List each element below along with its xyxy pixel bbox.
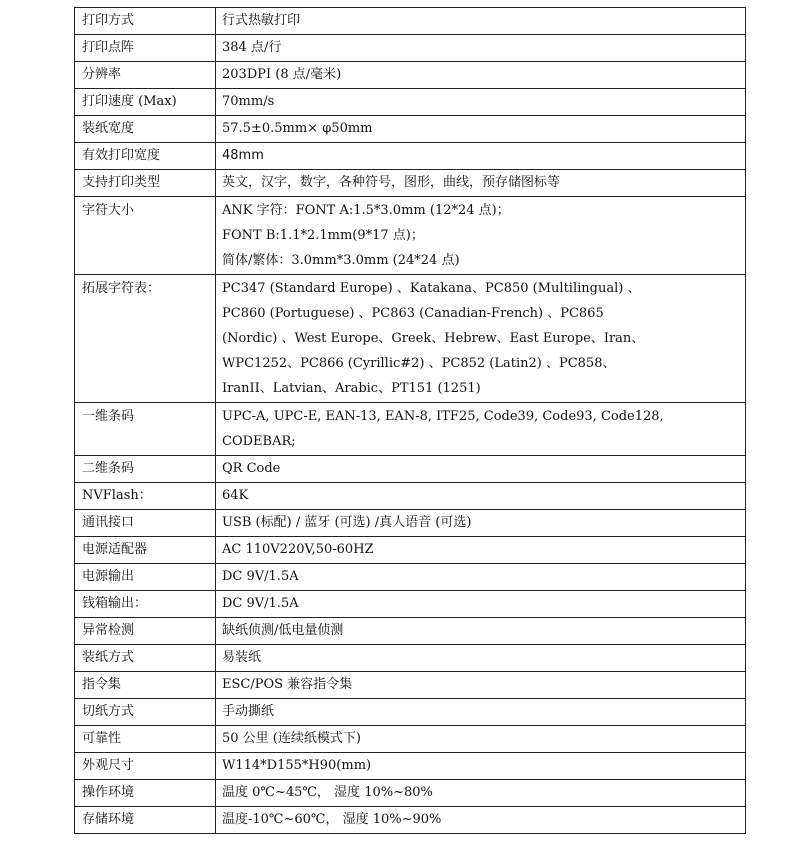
spec-value-line: 70mm/s [222, 94, 275, 109]
spec-value-line: W114*D155*H90(mm) [222, 758, 372, 773]
spec-value-line: 行式热敏打印 [222, 13, 301, 28]
spec-label: 拓展字符表： [75, 275, 216, 403]
spec-label: 分辨率 [75, 62, 216, 89]
spec-label: 电源适配器 [75, 537, 216, 564]
spec-label: 电源输出 [75, 564, 216, 591]
table-row [75, 483, 746, 510]
spec-table [74, 7, 746, 834]
spec-value [216, 8, 746, 35]
spec-label: 支持打印类型 [75, 170, 216, 197]
spec-value [216, 618, 746, 645]
spec-value-line: FONT B:1.1*2.1mm(9*17 点)； [222, 228, 424, 243]
table-row [75, 699, 746, 726]
table-row [75, 537, 746, 564]
spec-value-line: WPC1252、PC866 (Cyrillic#2) 、PC852 (Latin2) 、PC858、 [222, 356, 616, 371]
spec-value [216, 62, 746, 89]
spec-value-line: DC 9V/1.5A [222, 596, 299, 611]
spec-label: 异常检测 [75, 618, 216, 645]
spec-value-line: 64K [222, 488, 249, 503]
spec-value [216, 537, 746, 564]
spec-value-line: PC347 (Standard Europe) 、Katakana、PC850 (Multilingual) 、 [222, 281, 641, 296]
table-row [75, 672, 746, 699]
table-row [75, 645, 746, 672]
spec-value-line: ANK 字符：FONT A:1.5*3.0mm (12*24 点)； [222, 203, 510, 218]
spec-label: 切纸方式 [75, 699, 216, 726]
spec-value-line: 203DPI (8 点/毫米) [222, 67, 342, 82]
spec-value [216, 564, 746, 591]
spec-value [216, 483, 746, 510]
spec-value [216, 403, 746, 456]
table-row [75, 726, 746, 753]
table-row [75, 116, 746, 143]
spec-value-line: PC860 (Portuguese) 、PC863 (Canadian-French) 、PC865 [222, 306, 604, 321]
spec-value-line: USB (标配) / 蓝牙 (可选) /真人语音 (可选) [222, 515, 472, 530]
spec-label: 打印速度 (Max) [75, 89, 216, 116]
spec-value-line: 温度-10℃~60℃， 湿度 10%~90% [222, 812, 442, 827]
spec-label: 外观尺寸 [75, 753, 216, 780]
spec-value [216, 456, 746, 483]
table-row [75, 143, 746, 170]
spec-value-line: 温度 0℃~45℃， 湿度 10%~80% [222, 785, 433, 800]
spec-value [216, 807, 746, 834]
spec-value-line: CODEBAR; [222, 434, 296, 449]
spec-label: 装纸方式 [75, 645, 216, 672]
spec-value [216, 170, 746, 197]
spec-value [216, 275, 746, 403]
spec-label: 钱箱输出： [75, 591, 216, 618]
spec-value-line: 英文，汉字，数字，各种符号，图形，曲线，预存储图标等 [222, 175, 561, 190]
spec-value-line: 384 点/行 [222, 40, 282, 55]
spec-label: 一维条码 [75, 403, 216, 456]
spec-label: 二维条码 [75, 456, 216, 483]
table-row [75, 456, 746, 483]
spec-label: 字符大小 [75, 197, 216, 275]
table-row [75, 510, 746, 537]
spec-value-line: 缺纸侦测/低电量侦测 [222, 623, 344, 638]
spec-label: 装纸宽度 [75, 116, 216, 143]
spec-value-line: 手动撕纸 [222, 704, 275, 719]
spec-value [216, 143, 746, 170]
table-row [75, 591, 746, 618]
spec-value-line: 简体/繁体：3.0mm*3.0mm (24*24 点) [222, 253, 460, 268]
table-row [75, 197, 746, 275]
spec-value [216, 510, 746, 537]
spec-label: 存储环境 [75, 807, 216, 834]
spec-value-line: AC 110V220V,50-60HZ [222, 542, 374, 557]
table-row [75, 8, 746, 35]
table-row [75, 275, 746, 403]
spec-value-line: 48mm [222, 148, 264, 163]
spec-value [216, 726, 746, 753]
table-row [75, 170, 746, 197]
spec-value-line: ESC/POS 兼容指令集 [222, 677, 353, 692]
spec-value [216, 89, 746, 116]
table-row [75, 62, 746, 89]
table-row [75, 403, 746, 456]
spec-label: NVFlash： [75, 483, 216, 510]
spec-value [216, 197, 746, 275]
spec-value-line: 易装纸 [222, 650, 262, 665]
spec-value [216, 35, 746, 62]
spec-label: 操作环境 [75, 780, 216, 807]
table-row [75, 807, 746, 834]
spec-value-line: (Nordic) 、West Europe、Greek、Hebrew、East Europe、Iran、 [222, 331, 645, 346]
spec-label: 可靠性 [75, 726, 216, 753]
table-row [75, 89, 746, 116]
spec-value [216, 753, 746, 780]
spec-value [216, 116, 746, 143]
table-row [75, 780, 746, 807]
spec-label: 指令集 [75, 672, 216, 699]
spec-value [216, 780, 746, 807]
table-row [75, 564, 746, 591]
spec-value-line: DC 9V/1.5A [222, 569, 299, 584]
table-row [75, 35, 746, 62]
spec-value [216, 645, 746, 672]
spec-label: 通讯接口 [75, 510, 216, 537]
spec-value-line: UPC-A, UPC-E, EAN-13, EAN-8, ITF25, Code39, Code93, Code128, [222, 409, 664, 424]
spec-label: 打印方式 [75, 8, 216, 35]
spec-value-line: IranII、Latvian、Arabic、PT151 (1251) [222, 381, 481, 396]
table-row [75, 753, 746, 780]
spec-value [216, 672, 746, 699]
table-row [75, 618, 746, 645]
spec-value-line: QR Code [222, 461, 281, 476]
spec-value [216, 699, 746, 726]
spec-value-line: 50 公里 (连续纸模式下) [222, 731, 361, 746]
spec-label: 打印点阵 [75, 35, 216, 62]
spec-value-line: 57.5±0.5mm× φ50mm [222, 121, 373, 136]
spec-label: 有效打印宽度 [75, 143, 216, 170]
spec-value [216, 591, 746, 618]
